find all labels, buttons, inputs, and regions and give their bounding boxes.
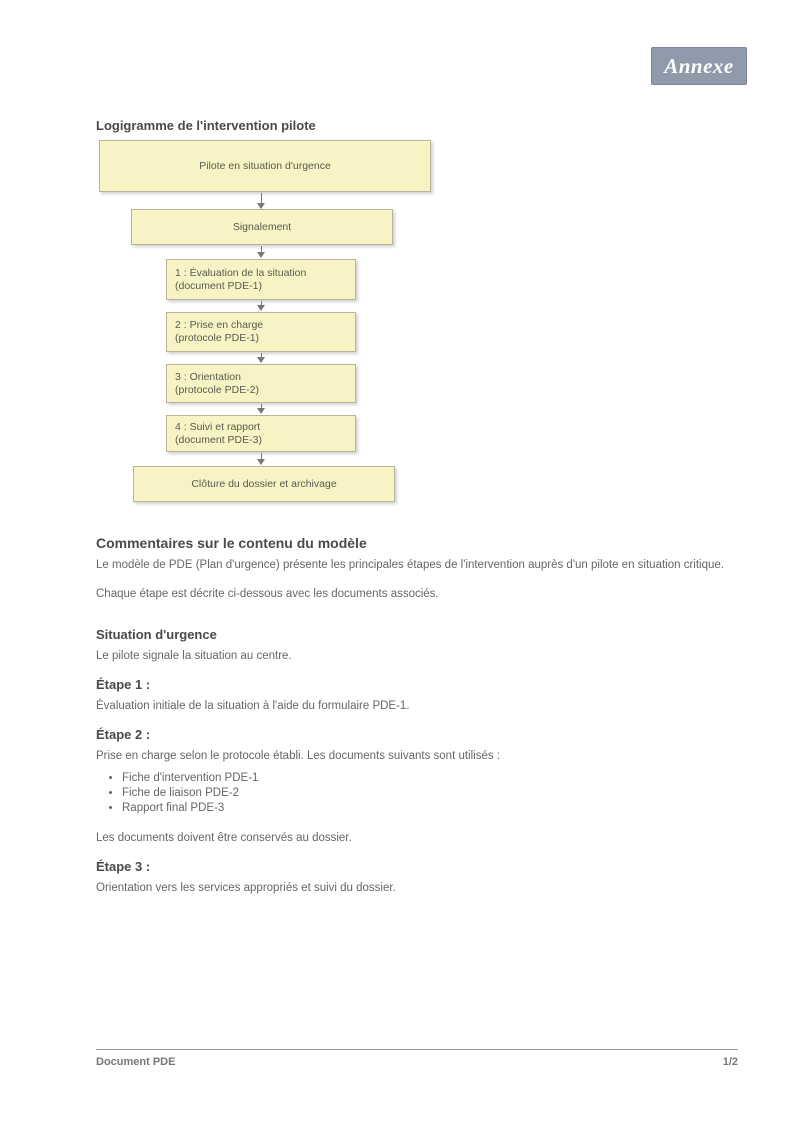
subsection-title: Situation d'urgence (96, 627, 217, 642)
flowchart-arrow (257, 252, 265, 258)
list-item: • Rapport final PDE-3 (122, 801, 736, 816)
flowchart-box-text: Clôture du dossier et archivage (191, 477, 337, 490)
subsection-title: Étape 2 : (96, 727, 151, 742)
bullet-list (96, 771, 736, 816)
subsection-paragraph: Orientation vers les services appropriés et suivi du dossier. (96, 882, 396, 894)
flowchart-box-text: 2 : Prise en charge (protocole PDE-1) (175, 319, 264, 344)
footer-title: Document PDE (96, 1056, 176, 1068)
flowchart-box-start (99, 140, 431, 192)
flowchart-arrow (257, 357, 265, 363)
annex-tab: Annexe (651, 47, 747, 85)
list-item: • Fiche de liaison PDE-2 (122, 786, 736, 801)
after-list-paragraph: Les documents doivent être conservés au dossier. (96, 832, 352, 844)
subsection-paragraph: Le pilote signale la situation au centre. (96, 650, 292, 662)
flowchart-box-step-3 (166, 364, 356, 403)
flowchart-box-text: Signalement (232, 220, 292, 233)
subsection-title: Étape 3 : (96, 859, 151, 874)
flowchart-box-text: 3 : Orientation (protocole PDE-2) (175, 370, 260, 396)
page-number: 1/2 (722, 1056, 738, 1068)
flowchart-arrow (257, 408, 265, 414)
intro-paragraph-2: Chaque étape est décrite ci-dessous avec les documents associés. (96, 588, 439, 600)
intro-paragraph-1: Le modèle de PDE (Plan d'urgence) présente les principales étapes de l'intervention auprès d'un pilote en situation critique. (96, 559, 724, 571)
spacer (96, 615, 736, 627)
list-item: • Fiche d'intervention PDE-1 (122, 771, 736, 786)
subsection-paragraph: Évaluation initiale de la situation à l'aide du formulaire PDE-1. (96, 700, 410, 712)
subsection-paragraph: Prise en charge selon le protocole établi. Les documents suivants sont utilisés : (96, 750, 500, 762)
flowchart-box-step-2 (166, 312, 356, 352)
footer-divider (96, 1049, 738, 1050)
main-content (96, 535, 736, 909)
flowchart-box-end (133, 466, 395, 502)
section-heading: Commentaires sur le contenu du modèle (96, 535, 367, 551)
flowchart-box-signalement (131, 209, 393, 245)
flowchart-box-text: 1 : Évaluation de la situation (document PDE-1) (175, 266, 307, 292)
diagram-title: Logigramme de l'intervention pilote (96, 118, 316, 133)
flowchart-box-step-1 (166, 259, 356, 300)
flowchart-arrow (257, 305, 265, 311)
flowchart-box-text: 4 : Suivi et rapport (document PDE-3) (175, 420, 262, 446)
subsection-title: Étape 1 : (96, 677, 151, 692)
flowchart-box-text: Pilote en situation d'urgence (199, 159, 331, 172)
flowchart-box-step-4 (166, 415, 356, 452)
flowchart-arrow (257, 459, 265, 465)
flowchart (0, 0, 800, 520)
